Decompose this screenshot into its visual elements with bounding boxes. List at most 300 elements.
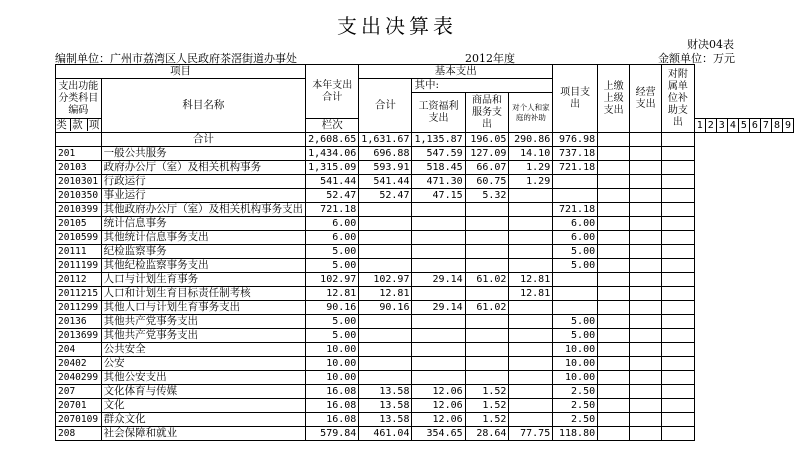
subject-name: 事业运行: [101, 189, 306, 203]
amount-cell: [598, 385, 630, 399]
amount-cell: [509, 357, 553, 371]
amount-cell: [465, 259, 509, 273]
column-index-7: 7: [760, 119, 771, 133]
amount-cell: [412, 259, 465, 273]
subject-name: 其他纪检监察事务支出: [101, 259, 306, 273]
of-which-header: 其中:: [412, 79, 553, 93]
subject-code: 208: [56, 427, 102, 441]
amount-cell: [662, 301, 695, 315]
amount-cell: 5.00: [306, 259, 359, 273]
amount-cell: 13.58: [359, 385, 412, 399]
amount-cell: [465, 245, 509, 259]
amount-cell: 1.52: [465, 399, 509, 413]
amount-cell: 16.08: [306, 385, 359, 399]
amount-cell: 6.00: [553, 217, 598, 231]
table-row: [56, 231, 794, 245]
subject-code: 20111: [56, 245, 102, 259]
amount-cell: [598, 231, 630, 245]
amount-cell: 721.18: [553, 161, 598, 175]
amount-cell: [662, 329, 695, 343]
amount-cell: [509, 371, 553, 385]
amount-cell: [412, 343, 465, 357]
amount-cell: [662, 385, 695, 399]
amount-cell: [553, 273, 598, 287]
subject-code: 20103: [56, 161, 102, 175]
subject-code: 207: [56, 385, 102, 399]
amount-cell: 5.00: [553, 315, 598, 329]
table-row: [56, 357, 794, 371]
column-index-1: 1: [694, 119, 705, 133]
amount-cell: [412, 315, 465, 329]
subject-code: 2011199: [56, 259, 102, 273]
subject-name: 一般公共服务: [101, 147, 306, 161]
table-row: [56, 273, 794, 287]
amount-cell: [662, 231, 695, 245]
amount-cell: 13.58: [359, 399, 412, 413]
total-cell: 1,631.67: [359, 133, 412, 147]
subject-name: 人口和计划生育目标责任制考核: [101, 287, 306, 301]
amount-cell: 52.47: [359, 189, 412, 203]
column-index-2: 2: [705, 119, 716, 133]
amount-cell: [553, 287, 598, 301]
amount-cell: [598, 287, 630, 301]
amount-cell: [359, 371, 412, 385]
amount-cell: 354.65: [412, 427, 465, 441]
subject-code: 2013699: [56, 329, 102, 343]
goods-header: 商品和服务支出: [465, 93, 509, 133]
amount-cell: [630, 147, 662, 161]
column-index-4: 4: [727, 119, 738, 133]
table-row: [56, 259, 794, 273]
amount-cell: 2.50: [553, 413, 598, 427]
amount-cell: [509, 413, 553, 427]
subject-name: 群众文化: [101, 413, 306, 427]
amount-cell: [359, 217, 412, 231]
amount-cell: [630, 413, 662, 427]
amount-cell: 541.44: [306, 175, 359, 189]
amount-cell: 5.00: [553, 329, 598, 343]
amount-cell: [662, 399, 695, 413]
amount-cell: [662, 357, 695, 371]
total-code-cell: [56, 133, 102, 147]
amount-cell: 10.00: [553, 357, 598, 371]
amount-cell: 13.58: [359, 413, 412, 427]
amount-cell: 2.50: [553, 385, 598, 399]
amount-cell: 28.64: [465, 427, 509, 441]
amount-cell: [412, 329, 465, 343]
amount-cell: [412, 371, 465, 385]
total-cell: [662, 133, 695, 147]
amount-cell: [412, 203, 465, 217]
table-row: [56, 413, 794, 427]
amount-cell: [359, 245, 412, 259]
total-label: 合计: [101, 133, 306, 147]
amount-cell: 579.84: [306, 427, 359, 441]
amount-cell: [465, 371, 509, 385]
table-row: [56, 287, 794, 301]
subject-code: 204: [56, 343, 102, 357]
subject-name: 其他人口与计划生育事务支出: [101, 301, 306, 315]
subject-code: 20701: [56, 399, 102, 413]
amount-cell: 12.81: [306, 287, 359, 301]
subject-name: 文化体育与传媒: [101, 385, 306, 399]
amount-cell: 47.15: [412, 189, 465, 203]
amount-cell: [359, 315, 412, 329]
amount-cell: 1.52: [465, 385, 509, 399]
reporting-unit: 编制单位：广州市荔湾区人民政府茶滘街道办事处: [55, 52, 297, 65]
amount-cell: 737.18: [553, 147, 598, 161]
amount-cell: [509, 385, 553, 399]
amount-cell: [598, 427, 630, 441]
amount-cell: [465, 357, 509, 371]
amount-cell: [630, 259, 662, 273]
subject-code: 2011215: [56, 287, 102, 301]
amount-cell: 541.44: [359, 175, 412, 189]
table-row: [56, 399, 794, 413]
subject-name: 行政运行: [101, 175, 306, 189]
amount-cell: 1.29: [509, 175, 553, 189]
amount-cell: 90.16: [359, 301, 412, 315]
amount-cell: [662, 175, 695, 189]
upper-header: 上缴上级支出: [598, 65, 630, 133]
amount-cell: 61.02: [465, 273, 509, 287]
table-row: [56, 245, 794, 259]
amount-cell: [630, 287, 662, 301]
amount-cell: [598, 329, 630, 343]
amount-cell: [598, 175, 630, 189]
amount-cell: [630, 427, 662, 441]
report-meta: [55, 50, 735, 64]
amount-cell: [662, 259, 695, 273]
amount-cell: [509, 329, 553, 343]
subject-name: 公安: [101, 357, 306, 371]
subject-name: 文化: [101, 399, 306, 413]
amount-cell: [598, 413, 630, 427]
amount-cell: [598, 343, 630, 357]
amount-cell: 127.09: [465, 147, 509, 161]
form-id: 财决04表: [687, 38, 734, 51]
amount-cell: [509, 245, 553, 259]
item-short-label: 项: [88, 119, 100, 131]
amount-cell: [630, 231, 662, 245]
column-index-5: 5: [738, 119, 749, 133]
total-cell: 290.86: [509, 133, 553, 147]
table-row: [56, 329, 794, 343]
subject-name: 其他共产党事务支出: [101, 329, 306, 343]
amount-cell: [598, 203, 630, 217]
wages-header: 工资福利支出: [412, 93, 465, 133]
amount-cell: [662, 217, 695, 231]
amount-cell: 10.00: [553, 343, 598, 357]
amount-cell: [630, 357, 662, 371]
amount-cell: 721.18: [553, 203, 598, 217]
table-row: [56, 427, 794, 441]
amount-cell: [662, 413, 695, 427]
section-label: 款: [72, 119, 83, 131]
amount-cell: 29.14: [412, 301, 465, 315]
amount-cell: 5.00: [553, 259, 598, 273]
amount-cell: 471.30: [412, 175, 465, 189]
amount-cell: [662, 245, 695, 259]
amount-cell: [412, 357, 465, 371]
report-title: 支出决算表: [337, 14, 457, 38]
amount-cell: [509, 259, 553, 273]
amount-cell: 5.00: [306, 329, 359, 343]
amount-cell: 6.00: [306, 231, 359, 245]
amount-cell: 1.52: [465, 413, 509, 427]
amount-cell: [630, 329, 662, 343]
amount-cell: [553, 175, 598, 189]
amount-cell: [662, 427, 695, 441]
amount-cell: 5.32: [465, 189, 509, 203]
amount-cell: [662, 273, 695, 287]
subject-name: 政府办公厅（室）及相关机构事务: [101, 161, 306, 175]
amount-cell: 14.10: [509, 147, 553, 161]
project-header: 项目支出: [553, 65, 598, 133]
amount-cell: 2.50: [553, 399, 598, 413]
amount-cell: [598, 217, 630, 231]
amount-cell: [509, 343, 553, 357]
subject-code: 20402: [56, 357, 102, 371]
amount-cell: [359, 329, 412, 343]
amount-cell: 12.81: [509, 287, 553, 301]
subject-name: 其他统计信息事务支出: [101, 231, 306, 245]
amount-cell: [509, 399, 553, 413]
table-row: [56, 385, 794, 399]
amount-cell: [662, 315, 695, 329]
amount-unit: 金额单位：万元: [658, 52, 735, 65]
amount-cell: [598, 147, 630, 161]
total-cell: [598, 133, 630, 147]
amount-cell: [465, 343, 509, 357]
subject-name: 其他共产党事务支出: [101, 315, 306, 329]
amount-cell: 1.29: [509, 161, 553, 175]
amount-cell: 1,315.09: [306, 161, 359, 175]
amount-cell: [630, 385, 662, 399]
subject-code: 2010599: [56, 231, 102, 245]
amount-cell: [630, 203, 662, 217]
amount-cell: [359, 203, 412, 217]
total-row: [56, 133, 794, 147]
amount-cell: [598, 357, 630, 371]
amount-cell: 5.00: [306, 245, 359, 259]
amount-cell: [662, 203, 695, 217]
amount-cell: [630, 273, 662, 287]
subject-name: 人口与计划生育事务: [101, 273, 306, 287]
amount-cell: 12.81: [509, 273, 553, 287]
subject-name-header: 科目名称: [101, 79, 306, 133]
amount-cell: [359, 259, 412, 273]
amount-cell: 52.47: [306, 189, 359, 203]
amount-cell: [359, 231, 412, 245]
amount-cell: [412, 287, 465, 301]
amount-cell: 10.00: [306, 357, 359, 371]
amount-cell: 10.00: [306, 371, 359, 385]
subject-name: 纪检监察事务: [101, 245, 306, 259]
subject-code: 2010399: [56, 203, 102, 217]
kind-label: 类: [56, 119, 67, 131]
subject-code: 20105: [56, 217, 102, 231]
total-cell: 1,135.87: [412, 133, 465, 147]
amount-cell: [412, 217, 465, 231]
amount-cell: [465, 315, 509, 329]
amount-cell: 12.06: [412, 385, 465, 399]
amount-cell: [465, 231, 509, 245]
subject-code: 2070109: [56, 413, 102, 427]
amount-cell: 5.00: [553, 245, 598, 259]
subject-code: 20136: [56, 315, 102, 329]
amount-cell: [630, 161, 662, 175]
subsidy-header: 对附属单位补助支出: [662, 65, 695, 133]
amount-cell: 5.00: [306, 315, 359, 329]
amount-cell: 66.07: [465, 161, 509, 175]
business-header: 经营支出: [630, 65, 662, 133]
subject-code: 2010350: [56, 189, 102, 203]
amount-cell: [630, 371, 662, 385]
basic-header: 基本支出: [359, 65, 553, 79]
amount-cell: [598, 189, 630, 203]
amount-cell: 6.00: [306, 217, 359, 231]
total-header: 本年支出合计: [306, 65, 359, 119]
amount-cell: [630, 343, 662, 357]
amount-cell: [630, 399, 662, 413]
column-index-6: 6: [749, 119, 760, 133]
amount-cell: [662, 189, 695, 203]
amount-cell: [662, 147, 695, 161]
amount-cell: [630, 315, 662, 329]
amount-cell: [598, 273, 630, 287]
column-index-3: 3: [716, 119, 727, 133]
table-row: [56, 147, 794, 161]
item-header: 项目: [56, 65, 306, 79]
table-row: [56, 301, 794, 315]
total-cell: [630, 133, 662, 147]
total-cell: 196.05: [465, 133, 509, 147]
amount-cell: [553, 189, 598, 203]
amount-cell: [630, 245, 662, 259]
amount-cell: [359, 357, 412, 371]
amount-cell: [509, 231, 553, 245]
table-row: [56, 203, 794, 217]
kind-section-item-header: [56, 119, 102, 133]
fiscal-year: 2012年度: [465, 52, 515, 65]
amount-cell: [509, 301, 553, 315]
amount-cell: [465, 287, 509, 301]
amount-cell: 6.00: [553, 231, 598, 245]
amount-cell: 16.08: [306, 399, 359, 413]
amount-cell: 593.91: [359, 161, 412, 175]
amount-cell: 60.75: [465, 175, 509, 189]
amount-cell: 77.75: [509, 427, 553, 441]
amount-cell: [630, 189, 662, 203]
amount-cell: [630, 301, 662, 315]
amount-cell: [553, 301, 598, 315]
table-row: [56, 217, 794, 231]
amount-cell: [662, 371, 695, 385]
subject-name: 社会保障和就业: [101, 427, 306, 441]
column-index-9: 9: [782, 119, 793, 133]
amount-cell: [598, 161, 630, 175]
subject-name: 其他政府办公厅（室）及相关机构事务支出: [101, 203, 306, 217]
amount-cell: 461.04: [359, 427, 412, 441]
subtotal-header: 合计: [359, 79, 412, 133]
amount-cell: 90.16: [306, 301, 359, 315]
total-cell: 2,608.65: [306, 133, 359, 147]
amount-cell: [509, 315, 553, 329]
amount-cell: [598, 301, 630, 315]
amount-cell: 12.06: [412, 399, 465, 413]
column-index-8: 8: [771, 119, 782, 133]
subject-name: 统计信息事务: [101, 217, 306, 231]
amount-cell: [412, 231, 465, 245]
subject-code: 2011299: [56, 301, 102, 315]
subject-code: 2040299: [56, 371, 102, 385]
table-row: [56, 371, 794, 385]
amount-cell: [598, 259, 630, 273]
amount-cell: 696.88: [359, 147, 412, 161]
amount-cell: [662, 343, 695, 357]
amount-cell: 29.14: [412, 273, 465, 287]
subject-name: 其他公安支出: [101, 371, 306, 385]
amount-cell: 547.59: [412, 147, 465, 161]
amount-cell: [412, 245, 465, 259]
amount-cell: [465, 203, 509, 217]
amount-cell: 61.02: [465, 301, 509, 315]
amount-cell: 102.97: [359, 273, 412, 287]
amount-cell: 1,434.06: [306, 147, 359, 161]
amount-cell: [598, 315, 630, 329]
column-index-label: 栏次: [306, 119, 359, 133]
amount-cell: [598, 245, 630, 259]
table-row: [56, 161, 794, 175]
amount-cell: [598, 399, 630, 413]
amount-cell: 118.80: [553, 427, 598, 441]
amount-cell: [662, 287, 695, 301]
amount-cell: 12.06: [412, 413, 465, 427]
amount-cell: [630, 175, 662, 189]
amount-cell: 12.81: [359, 287, 412, 301]
table-row: [56, 189, 794, 203]
code-header: 支出功能分类科目编码: [56, 79, 102, 119]
amount-cell: [509, 203, 553, 217]
amount-cell: 721.18: [306, 203, 359, 217]
table-row: [56, 343, 794, 357]
amount-cell: [465, 217, 509, 231]
amount-cell: [630, 217, 662, 231]
subject-name: 公共安全: [101, 343, 306, 357]
expenditure-table: [55, 64, 794, 441]
table-row: [56, 175, 794, 189]
personal-header: 对个人和家庭的补助: [509, 93, 553, 133]
table-body: [56, 133, 794, 441]
amount-cell: 102.97: [306, 273, 359, 287]
amount-cell: [465, 329, 509, 343]
total-cell: 976.98: [553, 133, 598, 147]
table-row: [56, 315, 794, 329]
subject-code: 201: [56, 147, 102, 161]
amount-cell: 518.45: [412, 161, 465, 175]
amount-cell: 10.00: [553, 371, 598, 385]
amount-cell: [509, 217, 553, 231]
amount-cell: 16.08: [306, 413, 359, 427]
amount-cell: [359, 343, 412, 357]
amount-cell: [509, 189, 553, 203]
subject-code: 20112: [56, 273, 102, 287]
subject-code: 2010301: [56, 175, 102, 189]
amount-cell: [662, 161, 695, 175]
amount-cell: [598, 371, 630, 385]
amount-cell: 10.00: [306, 343, 359, 357]
